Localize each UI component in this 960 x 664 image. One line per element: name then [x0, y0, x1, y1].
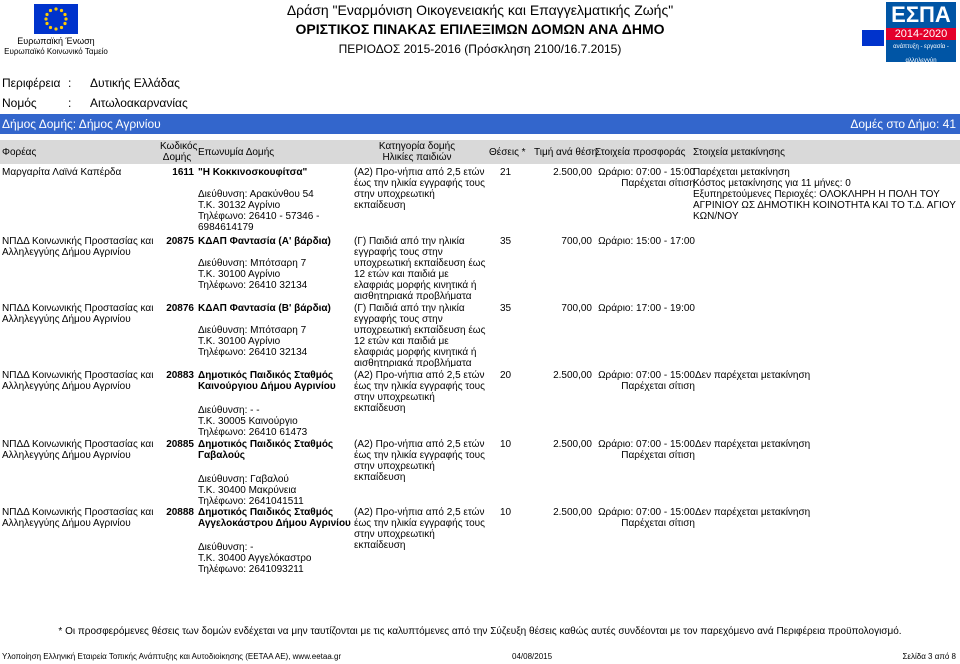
row-address: Διεύθυνση: Αρακύνθου 54 Τ.Κ. 30132 Αγρίνιο Τηλέφωνο: 26410 - 57346 - 6984614179	[198, 189, 320, 233]
row-address: Διεύθυνση: Μπότσαρη 7 Τ.Κ. 30100 Αγρίνιο Τηλέφωνο: 26410 32134	[198, 325, 308, 358]
row-foreas: Μαργαρίτα Λαϊνά Καπέρδα	[2, 167, 122, 178]
municipality-name: Δήμος Δομής: Δήμος Αγρινίου	[2, 117, 161, 131]
row-seats: 35	[500, 236, 512, 247]
row-transport: Δεν παρέχεται μετακίνηση	[695, 507, 811, 518]
col-name: Επωνυμία Δομής	[198, 147, 275, 158]
row-seats: 10	[500, 439, 512, 450]
row-offer: Ωράριο: 07:00 - 15:00 Παρέχεται σίτιση	[598, 370, 695, 392]
row-address: Διεύθυνση: - - Τ.Κ. 30005 Καινούργιο Τηλέφωνο: 26410 61473	[198, 405, 308, 438]
row-name: Δημοτικός Παιδικός Σταθμός Καινούργιου Δήμου Αγρινίου	[198, 370, 336, 392]
row-category: (Α2) Προ-νήπια από 2,5 ετών έως την ηλικία εγγραφής τους στην υποχρεωτική εκπαίδευση	[354, 370, 485, 414]
row-address: Διεύθυνση: Μπότσαρη 7 Τ.Κ. 30100 Αγρίνιο Τηλέφωνο: 26410 32134	[198, 258, 308, 291]
header-line3: ΠΕΡΙΟΔΟΣ 2015-2016 (Πρόσκληση 2100/16.7.2015)	[338, 42, 622, 56]
espa-tagline: ανάπτυξη - εργασία - αλληλεγγύη	[893, 44, 949, 64]
row-transport: Δεν παρέχεται μετακίνηση	[695, 370, 811, 381]
eu-logo	[2, 2, 110, 58]
row-code: 20876	[166, 303, 194, 314]
header-line1: Δράση "Εναρμόνιση Οικογενειακής και Επαγγελματικής Ζωής"	[286, 2, 674, 18]
row-offer: Ωράριο: 07:00 - 15:00 Παρέχεται σίτιση	[598, 167, 695, 189]
row-category: (Γ) Παιδιά από την ηλικία εγγραφής τους στην υποχρεωτική εκπαίδευση έως 12 ετών και παιδιά με ελαφριάς μορφής κινητικά ή αισθητηριακά προβλήματα	[354, 303, 486, 367]
col-seats: Θέσεις *	[489, 147, 526, 158]
row-offer: Ωράριο: 07:00 - 15:00 Παρέχεται σίτιση	[598, 439, 695, 461]
footer-date: 04/08/2015	[512, 652, 553, 661]
row-category: (Α2) Προ-νήπια από 2,5 ετών έως την ηλικία εγγραφής τους στην υποχρεωτική εκπαίδευση	[354, 507, 485, 551]
col-code: Κωδικός Δομής	[160, 141, 198, 163]
structures-count: Δομές στο Δήμο: 41	[850, 117, 956, 131]
row-code: 20875	[166, 236, 194, 247]
row-name: Δημοτικός Παιδικός Σταθμός Γαβαλούς	[198, 439, 334, 461]
row-price: 700,00	[561, 236, 592, 247]
col-transport: Στοιχεία μετακίνησης	[693, 147, 785, 158]
footer-page: Σελίδα 3 από 8	[902, 652, 956, 661]
row-code: 1611	[172, 167, 194, 178]
col-foreas: Φορέας	[2, 147, 37, 158]
row-code: 20883	[166, 370, 194, 381]
row-name: "Η Κοκκινοσκουφίτσα"	[198, 167, 308, 178]
row-transport: Δεν παρέχεται μετακίνηση	[695, 439, 811, 450]
prefecture-sep: :	[68, 96, 72, 110]
region-label: Περιφέρεια	[2, 76, 61, 90]
espa-logo	[862, 2, 956, 62]
eu-logo-line1: Ευρωπαϊκή Ένωση	[17, 36, 95, 46]
row-offer: Ωράριο: 17:00 - 19:00	[598, 303, 695, 314]
col-price: Τιμή ανά θέση	[534, 147, 598, 158]
region-value: Δυτικής Ελλάδας	[90, 76, 180, 90]
municipality-band	[0, 114, 960, 134]
header-line2: ΟΡΙΣΤΙΚΟΣ ΠΙΝΑΚΑΣ ΕΠΙΛΕΞΙΜΩΝ ΔΟΜΩΝ ΑΝΑ ΔΗΜΟ	[295, 21, 665, 37]
row-name: ΚΔΑΠ Φαντασία (Α' βάρδια)	[198, 236, 331, 247]
row-name: ΚΔΑΠ Φαντασία (Β' βάρδια)	[198, 303, 331, 314]
row-seats: 21	[500, 167, 512, 178]
row-price: 2.500,00	[553, 439, 592, 450]
col-offer: Στοιχεία προσφοράς	[595, 147, 686, 158]
row-address: Διεύθυνση: - Τ.Κ. 30400 Αγγελόκαστρο Τηλέφωνο: 2641093211	[198, 542, 312, 575]
row-address: Διεύθυνση: Γαβαλού Τ.Κ. 30400 Μακρύνεια Τηλέφωνο: 2641041511	[198, 474, 304, 507]
row-offer: Ωράριο: 07:00 - 15:00 Παρέχεται σίτιση	[598, 507, 695, 529]
footer-credit: Υλοποίηση Ελληνική Εταιρεία Τοπικής Ανάπτυξης και Αυτοδιοίκησης (ΕΕΤΑΑ ΑΕ), www.eetaa.gr	[2, 652, 342, 661]
espa-title: ΕΣΠΑ	[891, 2, 951, 27]
row-price: 2.500,00	[553, 507, 592, 518]
row-price: 700,00	[561, 303, 592, 314]
row-code: 20888	[166, 507, 194, 518]
prefecture-label: Νομός	[2, 96, 37, 110]
row-category: (Γ) Παιδιά από την ηλικία εγγραφής τους στην υποχρεωτική εκπαίδευση έως 12 ετών και παιδιά με ελαφριάς μορφής κινητικά ή αισθητηριακά προβλήματα	[354, 236, 486, 300]
row-code: 20885	[166, 439, 194, 450]
eu-logo-line2: Ευρωπαϊκό Κοινωνικό Ταμείο	[4, 47, 108, 56]
row-foreas: ΝΠΔΔ Κοινωνικής Προστασίας και Αλληλεγγύης Δήμου Αγρινίου	[2, 236, 154, 258]
row-foreas: ΝΠΔΔ Κοινωνικής Προστασίας και Αλληλεγγύης Δήμου Αγρινίου	[2, 370, 154, 392]
row-name: Δημοτικός Παιδικός Σταθμός Αγγελοκάστρου Δήμου Αγρινίου	[198, 507, 351, 529]
col-category: Κατηγορία δομής Ηλικίες παιδιών	[378, 141, 456, 163]
row-category: (Α2) Προ-νήπια από 2,5 ετών έως την ηλικία εγγραφής τους στην υποχρεωτική εκπαίδευση	[354, 167, 485, 211]
row-transport: Παρέχεται μετακίνηση Κόστος μετακίνησης για 11 μήνες: 0 Εξυπηρετούμενες Περιοχές: ΟΛΟΚΛΗΡΗ Η ΠΟΛΗ ΤΟΥ ΑΓΡΙΝΙΟΥ ΩΣ ΔΗΜΟΤΙΚΗ ΚΟΙΝΟΤΗΤΑ ΚΑΙ ΤΟ Τ.Δ. ΑΓΙΟΥ ΚΩΝ/ΝΟΥ	[693, 167, 956, 222]
table-header	[0, 140, 960, 164]
footnote: * Οι προσφερόμενες θέσεις των δομών ενδέχεται να μην ταυτίζονται με τις καλυπτόμενες από την Σύζευξη θέσεις καθώς αυτές συνδέονται με τον παρεχόμενο ανά Περιφέρεια προϋπολογισμό.	[58, 626, 902, 637]
row-foreas: ΝΠΔΔ Κοινωνικής Προστασίας και Αλληλεγγύης Δήμου Αγρινίου	[2, 507, 154, 529]
eu-flag-icon	[34, 4, 78, 34]
row-price: 2.500,00	[553, 370, 592, 381]
espa-years: 2014-2020	[886, 28, 956, 40]
row-seats: 10	[500, 507, 512, 518]
region-sep: :	[68, 76, 72, 90]
eu-flag-small-icon	[862, 30, 884, 46]
row-foreas: ΝΠΔΔ Κοινωνικής Προστασίας και Αλληλεγγύης Δήμου Αγρινίου	[2, 303, 154, 325]
row-seats: 35	[500, 303, 512, 314]
row-foreas: ΝΠΔΔ Κοινωνικής Προστασίας και Αλληλεγγύης Δήμου Αγρινίου	[2, 439, 154, 461]
row-offer: Ωράριο: 15:00 - 17:00	[598, 236, 695, 247]
row-seats: 20	[500, 370, 512, 381]
row-category: (Α2) Προ-νήπια από 2,5 ετών έως την ηλικία εγγραφής τους στην υποχρεωτική εκπαίδευση	[354, 439, 485, 483]
prefecture-value: Αιτωλοακαρνανίας	[90, 96, 188, 110]
row-price: 2.500,00	[553, 167, 592, 178]
